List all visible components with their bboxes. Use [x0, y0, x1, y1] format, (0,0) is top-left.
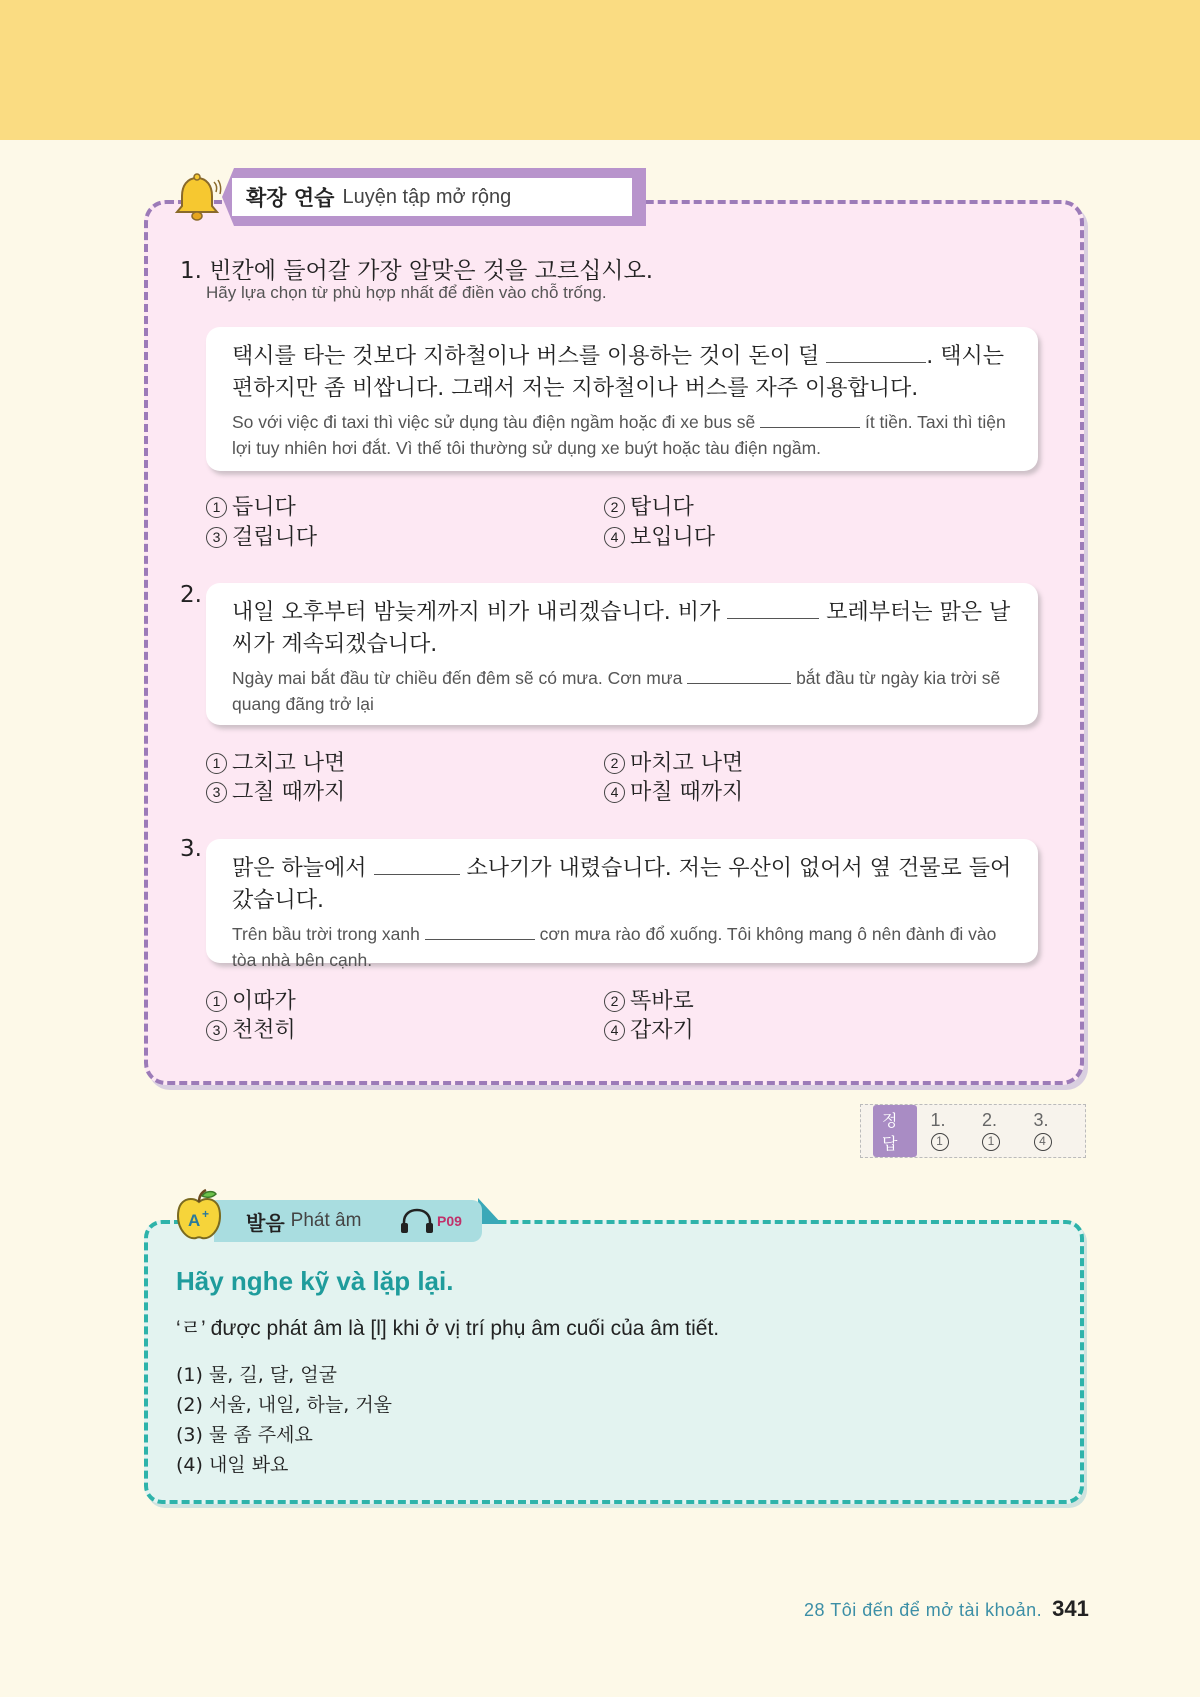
- pronunciation-header-vi: Phát âm: [290, 1210, 362, 1231]
- question-3-card: [206, 839, 1038, 970]
- choice-2-3[interactable]: 3 그칠 때까지: [206, 775, 345, 806]
- svg-text:+: +: [202, 1207, 210, 1221]
- answer-blank: [826, 345, 926, 363]
- choice-1-3[interactable]: 3 걸립니다: [206, 520, 317, 551]
- top-color-band: [0, 0, 1200, 140]
- svg-text:A: A: [188, 1211, 201, 1230]
- question-1-ko: 택시를 타는 것보다 지하철이나 버스를 이용하는 것이 돈이 덜 . 택시는 편하지만 좀 비쌉니다. 그래서 저는 지하철이나 버스를 자주 이용합니다.: [232, 344, 1004, 401]
- pronunciation-item: (1) 물, 길, 달, 얼굴: [176, 1364, 337, 1386]
- practice-header-vi: Luyện tập mở rộng: [342, 185, 512, 208]
- audio-code: P09: [437, 1213, 462, 1229]
- page-footer: [804, 1596, 1089, 1622]
- question-2-number: 2.: [180, 582, 202, 608]
- page-number: 341: [1052, 1596, 1089, 1621]
- answer-blank: [425, 922, 535, 940]
- question-instruction: 1. 빈칸에 들어갈 가장 알맞은 것을 고르십시오.: [180, 258, 654, 284]
- pronunciation-rule: ‘ㄹ’ được phát âm là [l] khi ở vị trí phụ âm cuối của âm tiết.: [176, 1317, 720, 1340]
- choice-1-4[interactable]: 4 보입니다: [604, 520, 715, 551]
- pronunciation-item: (4) 내일 봐요: [176, 1454, 289, 1476]
- answer-blank: [687, 666, 791, 684]
- apple-icon: [172, 1188, 226, 1244]
- pronunciation-item: (3) 물 좀 주세요: [176, 1424, 313, 1446]
- answer-blank: [374, 857, 460, 875]
- question-3-ko: 맑은 하늘에서 소나기가 내렸습니다. 저는 우산이 없어서 옆 건물로 들어갔습니다.: [232, 856, 1012, 913]
- choice-3-3[interactable]: 3 천천히: [206, 1013, 296, 1044]
- headphones-icon: [400, 1208, 434, 1234]
- pronunciation-item: (2) 서울, 내일, 하늘, 거울: [176, 1394, 393, 1416]
- answer-blank: [760, 410, 860, 428]
- answer-key-label: 정답: [873, 1105, 917, 1157]
- answer-2: 2. 1: [982, 1110, 1018, 1152]
- question-1-vi: So với việc đi taxi thì việc sử dụng tàu điện ngầm hoặc đi xe bus sẽ ít tiền. Taxi thì tiện lợi tuy nhiên hơi đắt. Vì thế tôi thường sử dụng xe buýt hoặc tàu điện ngầm.: [232, 412, 1006, 458]
- practice-header: [232, 178, 632, 216]
- choice-2-2[interactable]: 2 마치고 나면: [604, 746, 743, 777]
- choice-1-2[interactable]: 2 탑니다: [604, 490, 694, 521]
- choice-3-1[interactable]: 1 이따가: [206, 984, 296, 1015]
- answer-blank: [727, 601, 819, 619]
- audio-track[interactable]: [400, 1206, 462, 1236]
- footer-chapter: 28 Tôi đến để mở tài khoản.: [804, 1600, 1043, 1620]
- question-2-vi: Ngày mai bắt đầu từ chiều đến đêm sẽ có mưa. Cơn mưa bắt đầu từ ngày kia trời sẽ quang đãng trở lại: [232, 668, 1001, 714]
- bell-icon: [172, 172, 222, 224]
- question-instruction-vi: Hãy lựa chọn từ phù hợp nhất để điền vào chỗ trống.: [206, 283, 607, 302]
- choice-2-4[interactable]: 4 마칠 때까지: [604, 775, 743, 806]
- practice-header-ko: 확장 연습: [246, 186, 335, 210]
- choice-3-4[interactable]: 4 갑자기: [604, 1013, 694, 1044]
- answer-3: 3. 4: [1034, 1110, 1070, 1152]
- choice-3-2[interactable]: 2 똑바로: [604, 984, 694, 1015]
- question-3-vi: Trên bầu trời trong xanh cơn mưa rào đổ xuống. Tôi không mang ô nên đành đi vào tòa nhà bên cạnh.: [232, 924, 997, 970]
- question-3-number: 3.: [180, 836, 202, 862]
- pronunciation-header-ko: 발음: [246, 1210, 285, 1235]
- choice-2-1[interactable]: 1 그치고 나면: [206, 746, 345, 777]
- pronunciation-title: Hãy nghe kỹ và lặp lại.: [176, 1266, 454, 1296]
- answer-1: 1. 1: [931, 1110, 967, 1152]
- choice-1-1[interactable]: 1 듭니다: [206, 490, 296, 521]
- question-1-card: [206, 327, 1038, 471]
- question-2-ko: 내일 오후부터 밤늦게까지 비가 내리겠습니다. 비가 모레부터는 맑은 날씨가 계속되겠습니다.: [232, 600, 1011, 657]
- question-2-card: [206, 583, 1038, 725]
- answer-key: [860, 1104, 1086, 1158]
